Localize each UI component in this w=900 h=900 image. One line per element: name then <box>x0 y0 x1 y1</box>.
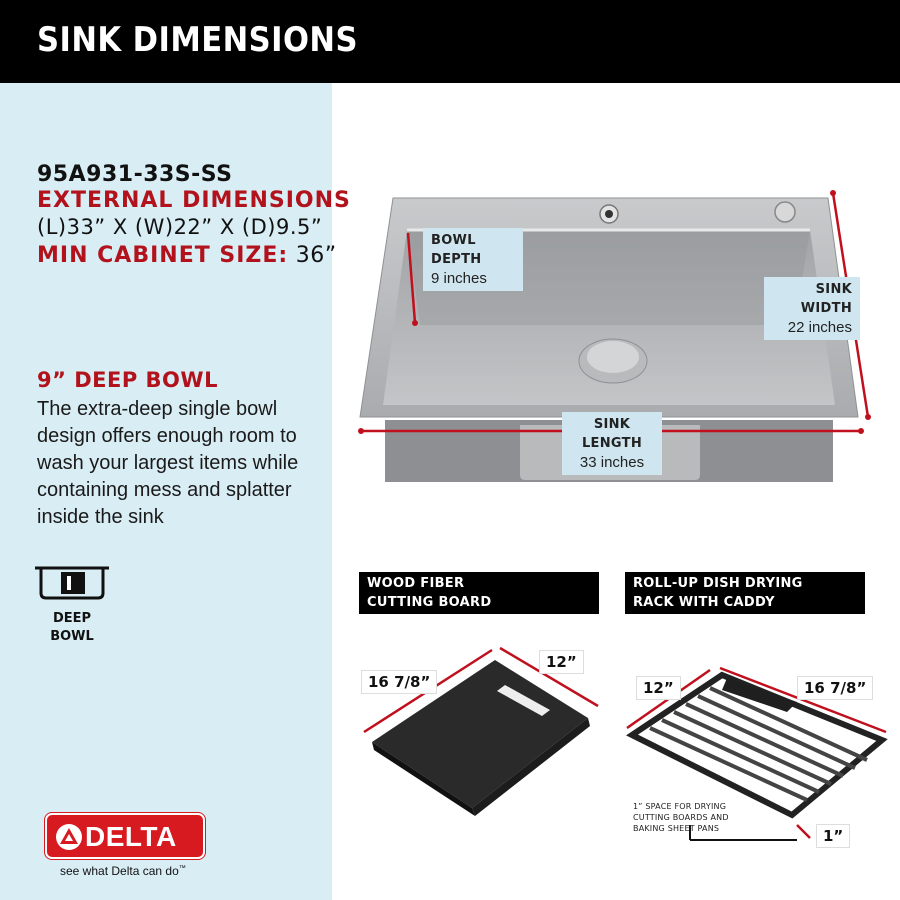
cutting-board-heading-line2: CUTTING BOARD <box>367 595 492 610</box>
depth-dim-end <box>412 320 418 326</box>
sink-width-title: SINK WIDTH <box>800 282 852 316</box>
external-dimensions-value: (L)33” X (W)22” X (D)9.5” <box>37 215 323 239</box>
sink-length-title: SINK LENGTH <box>581 417 643 451</box>
dish-rack-heading-line2: RACK WITH CADDY <box>633 595 775 610</box>
tagline <box>60 864 186 878</box>
external-dimensions-label: EXTERNAL DIMENSIONS <box>37 188 351 213</box>
rack-note-line3: BAKING SHEET PANS <box>633 824 720 833</box>
drain-cover <box>587 341 639 373</box>
dish-rack-heading <box>625 572 865 614</box>
length-dim-end-right <box>858 428 864 434</box>
bowl-depth-value: 9 inches <box>431 270 487 287</box>
bowl-depth-callout <box>423 228 523 291</box>
sink-length-callout <box>562 412 662 475</box>
delta-logo-icon <box>55 823 83 851</box>
sink-width-callout <box>764 277 860 340</box>
cabinet-size-value: 36” <box>288 243 337 268</box>
dish-rack-heading-line1: ROLL-UP DISH DRYING <box>633 576 803 591</box>
cabinet-size-label: MIN CABINET SIZE: <box>37 243 289 268</box>
width-dim-end-top <box>830 190 836 196</box>
cabinet-size <box>37 243 337 268</box>
rack-length-label: 16 7/8” <box>797 676 873 700</box>
rack-gap-label: 1” <box>816 824 850 848</box>
feature-description: The extra-deep single bowl design offers enough room to wash your largest items while containing mess and splatter inside the sink <box>37 398 299 528</box>
faucet-hole-center <box>605 210 613 218</box>
sink-width-value: 22 inches <box>787 319 852 336</box>
header-bar <box>0 0 900 83</box>
rack-note <box>633 801 729 834</box>
bowl-depth-title: BOWL DEPTH <box>431 233 482 267</box>
tagline-tm: ™ <box>178 865 186 872</box>
rack-width-label: 12” <box>636 676 681 700</box>
length-dim-end-left <box>358 428 364 434</box>
rack-gap-line <box>797 825 810 838</box>
deep-bowl-label-line1: DEEP <box>52 611 92 626</box>
tagline-text: see what Delta can do <box>60 864 179 878</box>
delta-logo <box>45 813 205 859</box>
deep-bowl-icon <box>33 563 111 601</box>
board-length-label: 16 7/8” <box>361 670 437 694</box>
rack-note-line2: CUTTING BOARDS AND <box>633 813 729 822</box>
delta-logo-text: DELTA <box>85 821 177 852</box>
feature-title: 9” DEEP BOWL <box>37 368 218 392</box>
sink-length-value: 33 inches <box>579 454 645 471</box>
deep-bowl-label <box>40 610 104 646</box>
page-title: SINK DIMENSIONS <box>37 20 358 60</box>
width-dim-end-bottom <box>865 414 871 420</box>
cutting-board-heading <box>359 572 599 614</box>
cutting-board-heading-line1: WOOD FIBER <box>367 576 465 591</box>
deep-bowl-label-line2: BOWL <box>50 629 94 644</box>
board-width-label: 12” <box>539 650 584 674</box>
rack-note-line1: 1” SPACE FOR DRYING <box>633 802 727 811</box>
soap-dispenser <box>775 202 795 222</box>
model-number: 95A931-33S-SS <box>37 162 233 187</box>
